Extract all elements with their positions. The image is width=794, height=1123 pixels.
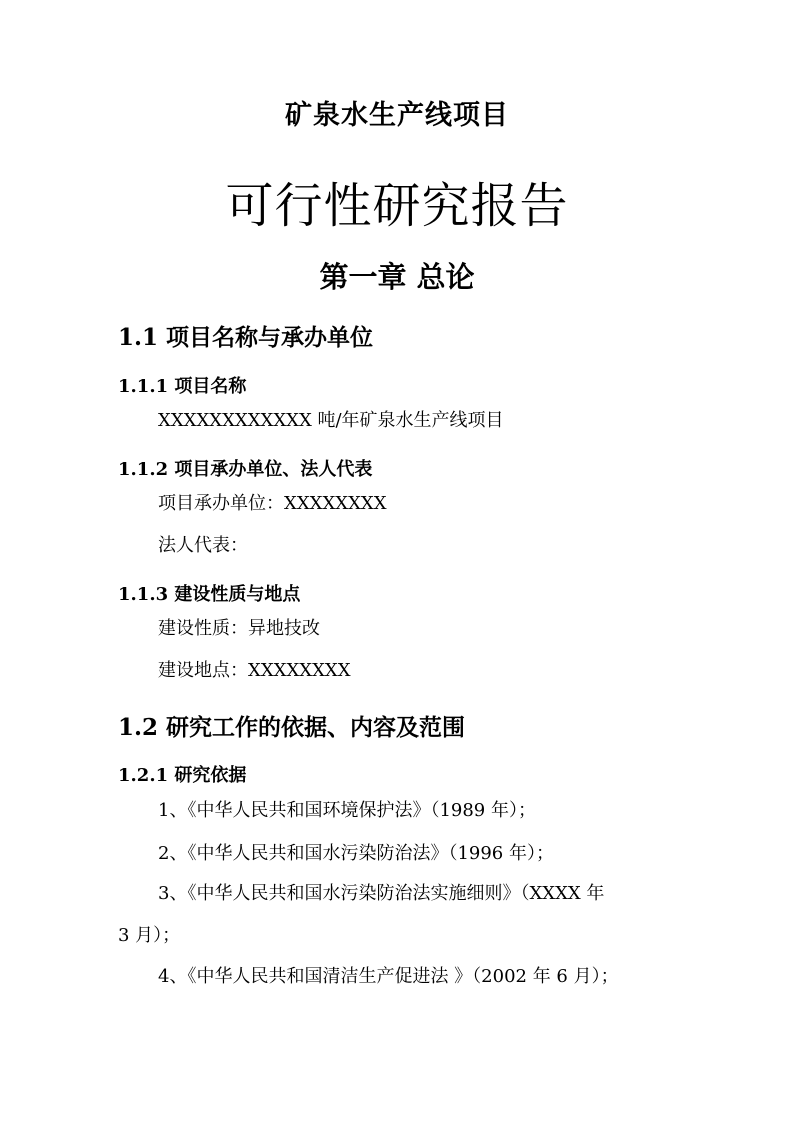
chapter-heading: 第一章 总论	[319, 260, 475, 294]
project-name-text: XXXXXXXXXXXX 吨/年矿泉水生产线项目	[158, 410, 504, 431]
project-unit-text: 项目承办单位：XXXXXXXX	[158, 493, 387, 514]
document-title: 可行性研究报告	[225, 178, 569, 234]
construction-location-text: 建设地点：XXXXXXXX	[158, 660, 351, 681]
section-heading-1-1: 1.1 项目名称与承办单位	[118, 324, 374, 351]
reference-item: 4、《中华人民共和国清洁生产促进法 》（2002 年 6 月）；	[158, 966, 619, 987]
reference-item: 2、《中华人民共和国水污染防治法》（1996 年）；	[158, 843, 554, 864]
document-subtitle: 矿泉水生产线项目	[285, 100, 509, 131]
construction-nature-text: 建设性质：异地技改	[158, 618, 320, 639]
legal-rep-text: 法人代表：	[158, 535, 248, 556]
section-heading-1-2: 1.2 研究工作的依据、内容及范围	[118, 714, 466, 741]
reference-item-continued: 3 月）；	[118, 925, 181, 946]
subsection-heading-1-1-3: 1.1.3 建设性质与地点	[118, 584, 301, 605]
subsection-heading-1-1-2: 1.1.2 项目承办单位、法人代表	[118, 459, 373, 480]
subsection-heading-1-1-1: 1.1.1 项目名称	[118, 376, 247, 397]
reference-item: 1、《中华人民共和国环境保护法》（1989 年）；	[158, 800, 536, 821]
reference-item: 3、《中华人民共和国水污染防治法实施细则》（XXXX 年	[158, 883, 605, 904]
subsection-heading-1-2-1: 1.2.1 研究依据	[118, 765, 247, 786]
